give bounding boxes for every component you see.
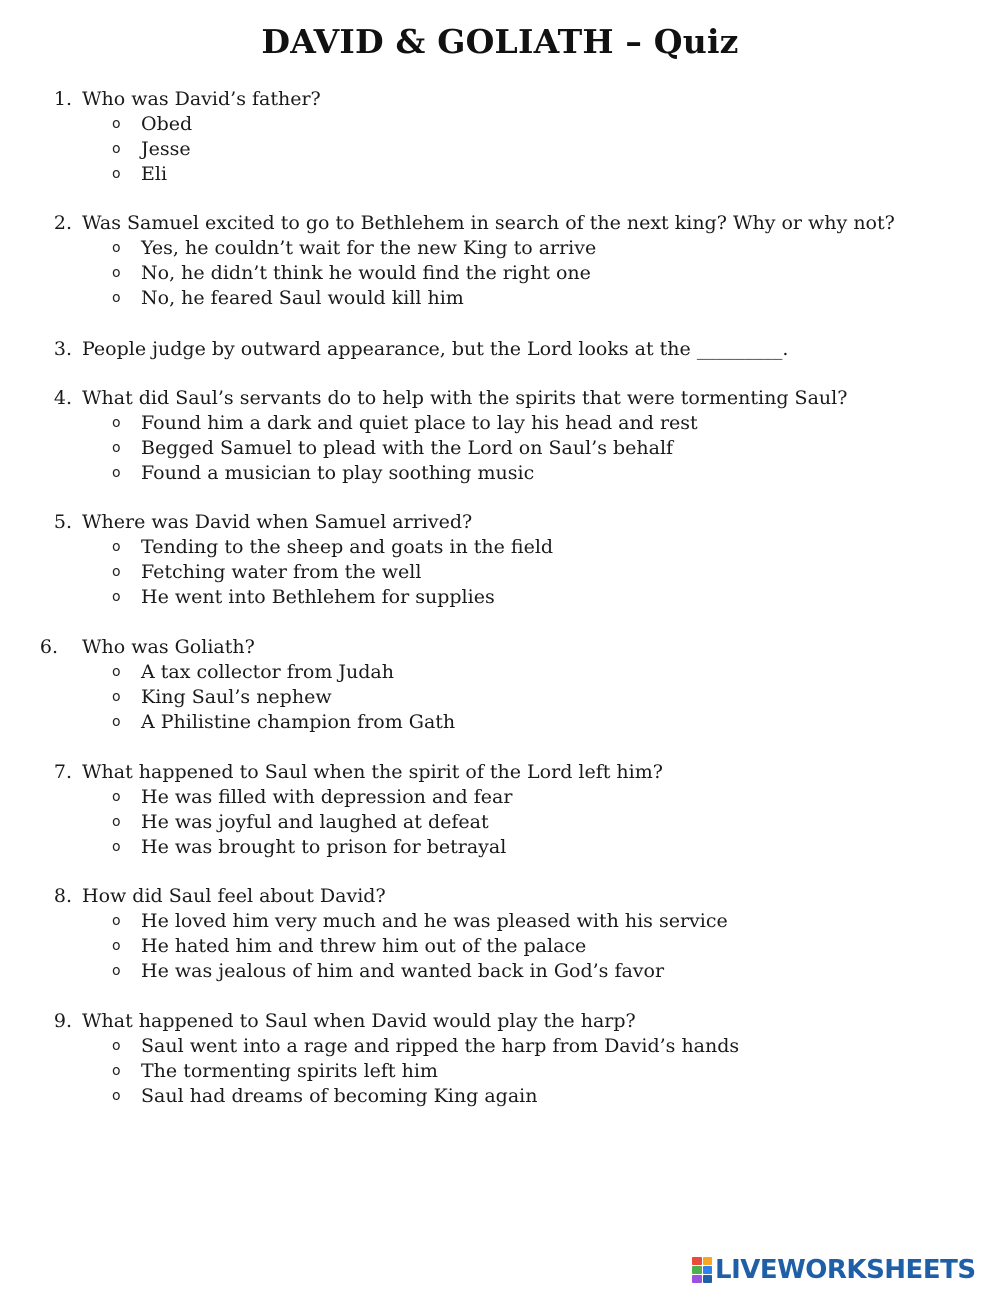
answer-option-label: He was joyful and laughed at defeat <box>141 811 489 833</box>
answer-option-label: He was filled with depression and fear <box>141 786 513 808</box>
question-text: Was Samuel excited to go to Bethlehem in search of the next king? Why or why not? <box>82 212 895 234</box>
answer-option-label: He went into Bethlehem for supplies <box>141 586 495 608</box>
radio-circle-icon[interactable]: o <box>112 415 121 431</box>
answer-option-label: He loved him very much and he was pleased with his service <box>141 910 728 932</box>
answer-option-label: Fetching water from the well <box>141 561 422 583</box>
question-text: How did Saul feel about David? <box>82 885 386 907</box>
answer-option-label: Begged Samuel to plead with the Lord on Saul’s behalf <box>141 437 674 459</box>
question-number: 7. <box>53 761 72 783</box>
answer-option[interactable] <box>0 535 1000 560</box>
radio-circle-icon[interactable]: o <box>112 814 121 830</box>
answer-option-label: Obed <box>141 113 193 135</box>
question-text: What did Saul’s servants do to help with the spirits that were tormenting Saul? <box>82 387 848 409</box>
radio-circle-icon[interactable]: o <box>112 539 121 555</box>
answer-option[interactable] <box>0 286 1000 311</box>
radio-circle-icon[interactable]: o <box>112 564 121 580</box>
question-text: Who was David’s father? <box>82 88 321 110</box>
answer-option[interactable] <box>0 162 1000 187</box>
answer-option-label: No, he feared Saul would kill him <box>141 287 464 309</box>
answer-option-label: Saul had dreams of becoming King again <box>141 1085 538 1107</box>
question-text: Where was David when Samuel arrived? <box>82 511 473 533</box>
question-text: What happened to Saul when David would play the harp? <box>82 1010 636 1032</box>
question-text: Who was Goliath? <box>82 636 255 658</box>
answer-option[interactable] <box>0 261 1000 286</box>
answer-option-label: A tax collector from Judah <box>141 661 394 683</box>
question-number: 1. <box>53 88 72 110</box>
radio-circle-icon[interactable]: o <box>112 1063 121 1079</box>
answer-option[interactable] <box>0 710 1000 735</box>
question-number: 4. <box>53 387 72 409</box>
radio-circle-icon[interactable]: o <box>112 938 121 954</box>
question-number: 2. <box>53 212 72 234</box>
answer-option[interactable] <box>0 461 1000 486</box>
answer-option[interactable] <box>0 112 1000 137</box>
answer-option-label: Found him a dark and quiet place to lay his head and rest <box>141 412 698 434</box>
answer-option-label: He was jealous of him and wanted back in God’s favor <box>141 960 665 982</box>
radio-circle-icon[interactable]: o <box>112 240 121 256</box>
question-number: 6. <box>39 636 58 658</box>
radio-circle-icon[interactable]: o <box>112 290 121 306</box>
answer-option-label: Tending to the sheep and goats in the field <box>141 536 554 558</box>
answer-option-label: Jesse <box>141 138 191 160</box>
radio-circle-icon[interactable]: o <box>112 839 121 855</box>
radio-circle-icon[interactable]: o <box>112 789 121 805</box>
answer-option[interactable] <box>0 411 1000 436</box>
radio-circle-icon[interactable]: o <box>112 166 121 182</box>
answer-option[interactable] <box>0 660 1000 685</box>
radio-circle-icon[interactable]: o <box>112 1088 121 1104</box>
radio-circle-icon[interactable]: o <box>112 913 121 929</box>
logo-mark-block <box>692 1257 702 1265</box>
answer-option-label: The tormenting spirits left him <box>141 1060 438 1082</box>
radio-circle-icon[interactable]: o <box>112 141 121 157</box>
answer-option-label: King Saul’s nephew <box>141 686 332 708</box>
logo-mark-block <box>692 1275 702 1283</box>
logo-mark-block <box>703 1257 713 1265</box>
answer-option[interactable] <box>0 959 1000 984</box>
radio-circle-icon[interactable]: o <box>112 265 121 281</box>
page-title: DAVID & GOLIATH – Quiz <box>261 22 739 61</box>
answer-option-label: Saul went into a rage and ripped the harp from David’s hands <box>141 1035 740 1057</box>
logo-mark-block <box>703 1275 713 1283</box>
radio-circle-icon[interactable]: o <box>112 465 121 481</box>
answer-option[interactable] <box>0 810 1000 835</box>
answer-option[interactable] <box>0 934 1000 959</box>
question-number: 3. <box>53 338 72 360</box>
answer-option[interactable] <box>0 1059 1000 1084</box>
answer-option[interactable] <box>0 1034 1000 1059</box>
radio-circle-icon[interactable]: o <box>112 1038 121 1054</box>
answer-option-label: No, he didn’t think he would find the right one <box>141 262 591 284</box>
answer-option[interactable] <box>0 785 1000 810</box>
answer-option[interactable] <box>0 137 1000 162</box>
question-number: 9. <box>53 1010 72 1032</box>
radio-circle-icon[interactable]: o <box>112 664 121 680</box>
answer-option[interactable] <box>0 1084 1000 1109</box>
logo-mark-block <box>703 1266 713 1274</box>
answer-option-label: Yes, he couldn’t wait for the new King to arrive <box>141 237 597 259</box>
liveworksheets-logo[interactable] <box>692 1254 976 1286</box>
answer-option[interactable] <box>0 685 1000 710</box>
answer-option-label: Eli <box>141 163 168 185</box>
answer-option[interactable] <box>0 585 1000 610</box>
question-text: What happened to Saul when the spirit of the Lord left him? <box>82 761 663 783</box>
answer-option[interactable] <box>0 909 1000 934</box>
radio-circle-icon[interactable]: o <box>112 689 121 705</box>
logo-mark-block <box>692 1266 702 1274</box>
radio-circle-icon[interactable]: o <box>112 440 121 456</box>
answer-option[interactable] <box>0 236 1000 261</box>
liveworksheets-logo-icon <box>692 1257 712 1283</box>
answer-option-label: He hated him and threw him out of the palace <box>141 935 587 957</box>
radio-circle-icon[interactable]: o <box>112 589 121 605</box>
question-number: 5. <box>53 511 72 533</box>
radio-circle-icon[interactable]: o <box>112 116 121 132</box>
answer-option-label: A Philistine champion from Gath <box>141 711 456 733</box>
answer-option[interactable] <box>0 436 1000 461</box>
answer-option[interactable] <box>0 835 1000 860</box>
question-text: People judge by outward appearance, but the Lord looks at the _________. <box>82 338 789 360</box>
radio-circle-icon[interactable]: o <box>112 963 121 979</box>
answer-option-label: He was brought to prison for betrayal <box>141 836 507 858</box>
logo-text: LIVEWORKSHEETS <box>715 1255 976 1285</box>
radio-circle-icon[interactable]: o <box>112 714 121 730</box>
answer-option[interactable] <box>0 560 1000 585</box>
question-number: 8. <box>53 885 72 907</box>
answer-option-label: Found a musician to play soothing music <box>141 462 535 484</box>
